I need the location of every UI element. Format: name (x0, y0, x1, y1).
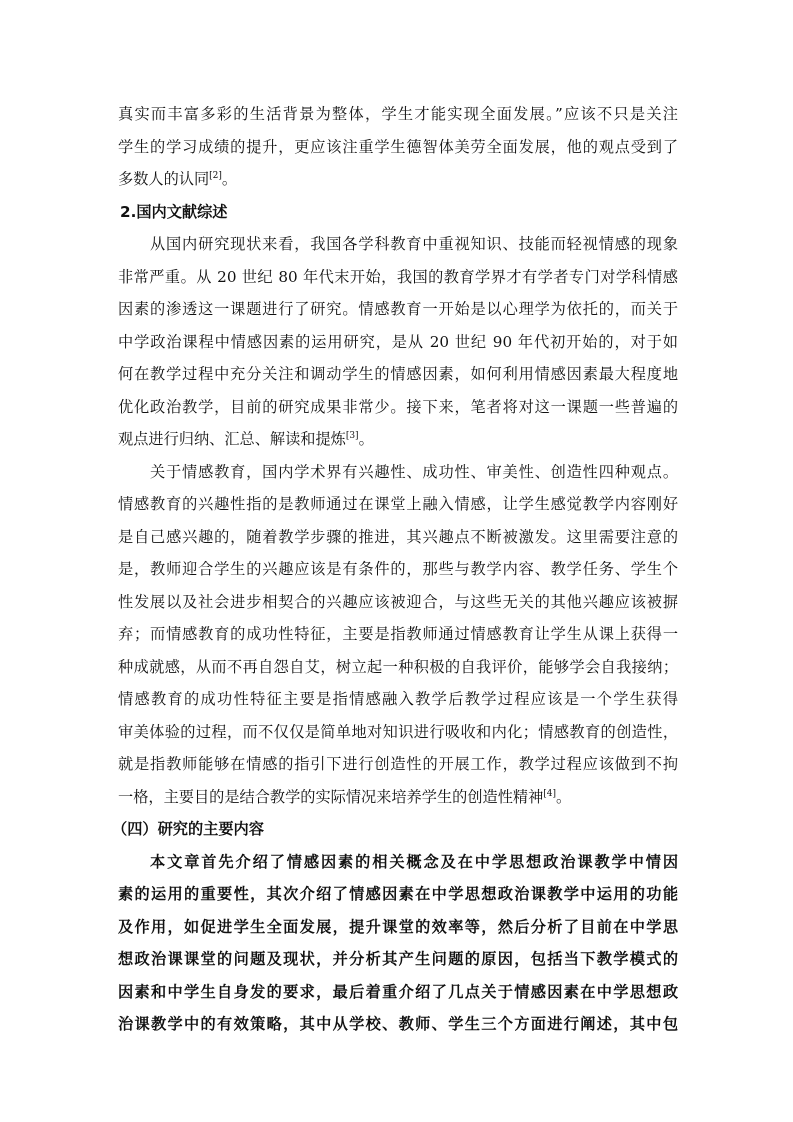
text-line: 想政治课课堂的问题及现状，并分析其产生问题的原因，包括当下教学模式的 (118, 950, 678, 968)
text-line: 情感教育的成功性特征主要是指情感融入教学后教学过程应该是一个学生获得 (118, 690, 678, 708)
document-page (112, 98, 678, 1041)
section-heading-domestic-review: 2.国内文献综述 (120, 202, 228, 221)
text-fragment: 观点进行归纳、汇总、解读和提炼 (118, 430, 346, 448)
text-line: 何在教学过程中充分关注和调动学生的情感因素，如何利用情感因素最大程度地 (118, 365, 678, 383)
text-line: 及作用，如促进学生全面发展，提升课堂的效率等，然后分析了目前在中学思 (118, 917, 678, 936)
text-fragment: 。 (358, 430, 374, 448)
text-line-last (118, 423, 678, 456)
text-line: 治课教学中的有效策略，其中从学校、教师、学生三个方面进行阐述，其中包 (118, 1015, 678, 1033)
text-line: 情感教育的兴趣性指的是教师通过在课堂上融入情感，让学生感觉教学内容刚好 (118, 495, 678, 513)
text-line-last (118, 163, 678, 196)
citation-ref: [2] (209, 171, 222, 181)
text-fragment: 多数人的认同 (118, 170, 210, 188)
section-heading-main-content: （四）研究的主要内容 (112, 820, 264, 838)
text-line: 关于情感教育，国内学术界有兴趣性、成功性、审美性、创造性四种观点。 (150, 462, 678, 481)
text-line: 因素的渗透这一课题进行了研究。情感教育一开始是以心理学为依托的，而关于 (118, 300, 678, 318)
text-line-last (118, 781, 678, 814)
text-line: 审美体验的过程，而不仅仅是简单地对知识进行吸收和内化；情感教育的创造性， (118, 722, 678, 741)
text-line: 真实而丰富多彩的生活背景为整体，学生才能实现全面发展。”应该不只是关注 (118, 105, 678, 123)
text-line: 学生的学习成绩的提升，更应该注重学生德智体美劳全面发展，他的观点受到了 (118, 137, 678, 156)
text-line: 弃；而情感教育的成功性特征，主要是指教师通过情感教育让学生从课上获得一 (118, 625, 678, 643)
text-line: 性发展以及社会进步相契合的兴趣应该被迎合，与这些无关的其他兴趣应该被摒 (118, 592, 678, 611)
citation-ref: [3] (345, 431, 359, 441)
text-fragment: 。 (221, 170, 238, 188)
citation-ref: [4] (543, 788, 556, 799)
paragraph-emotional-education-views (118, 456, 678, 814)
text-line: 本文章首先介绍了情感因素的相关概念及在中学思想政治课教学中情因 (150, 852, 678, 871)
paragraph-domestic-status (118, 228, 678, 456)
text-line: 种成就感，从而不再自怨自艾，树立起一种积极的自我评价，能够学会自我接纳； (118, 657, 678, 676)
text-line: 是自己感兴趣的，随着教学步骤的推进，其兴趣点不断被激发。这里需要注意的 (118, 527, 678, 546)
text-line: 素的运用的重要性，其次介绍了情感因素在中学思想政治课教学中运用的功能 (118, 885, 678, 903)
text-line: 就是指教师能够在情感的指引下进行创造性的开展工作，教学过程应该做到不拘 (118, 755, 678, 773)
text-line: 中学政治课程中情感因素的运用研究，是从 20 世纪 90 年代初开始的，对于如 (118, 332, 678, 351)
text-line: 从国内研究现状来看，我国各学科教育中重视知识、技能而轻视情感的现象 (150, 235, 678, 253)
text-fragment: 。 (556, 787, 572, 806)
paragraph-intro-continuation (118, 98, 678, 196)
text-line: 因素和中学生自身发的要求，最后着重介绍了几点关于情感因素在中学思想政 (118, 982, 678, 1001)
text-line: 优化政治教学，目前的研究成果非常少。接下来，笔者将对这一课题一些普遍的 (118, 397, 678, 416)
text-line: 是，教师迎合学生的兴趣应该是有条件的，那些与教学内容、教学任务、学生个 (118, 560, 678, 578)
text-fragment: 一格，主要目的是结合教学的实际情况来培养学生的创造性精神 (118, 787, 544, 806)
paragraph-main-content (118, 846, 678, 1041)
text-line: 非常严重。从 20 世纪 80 年代末开始，我国的教育学界才有学者专门对学科情感 (118, 267, 678, 286)
